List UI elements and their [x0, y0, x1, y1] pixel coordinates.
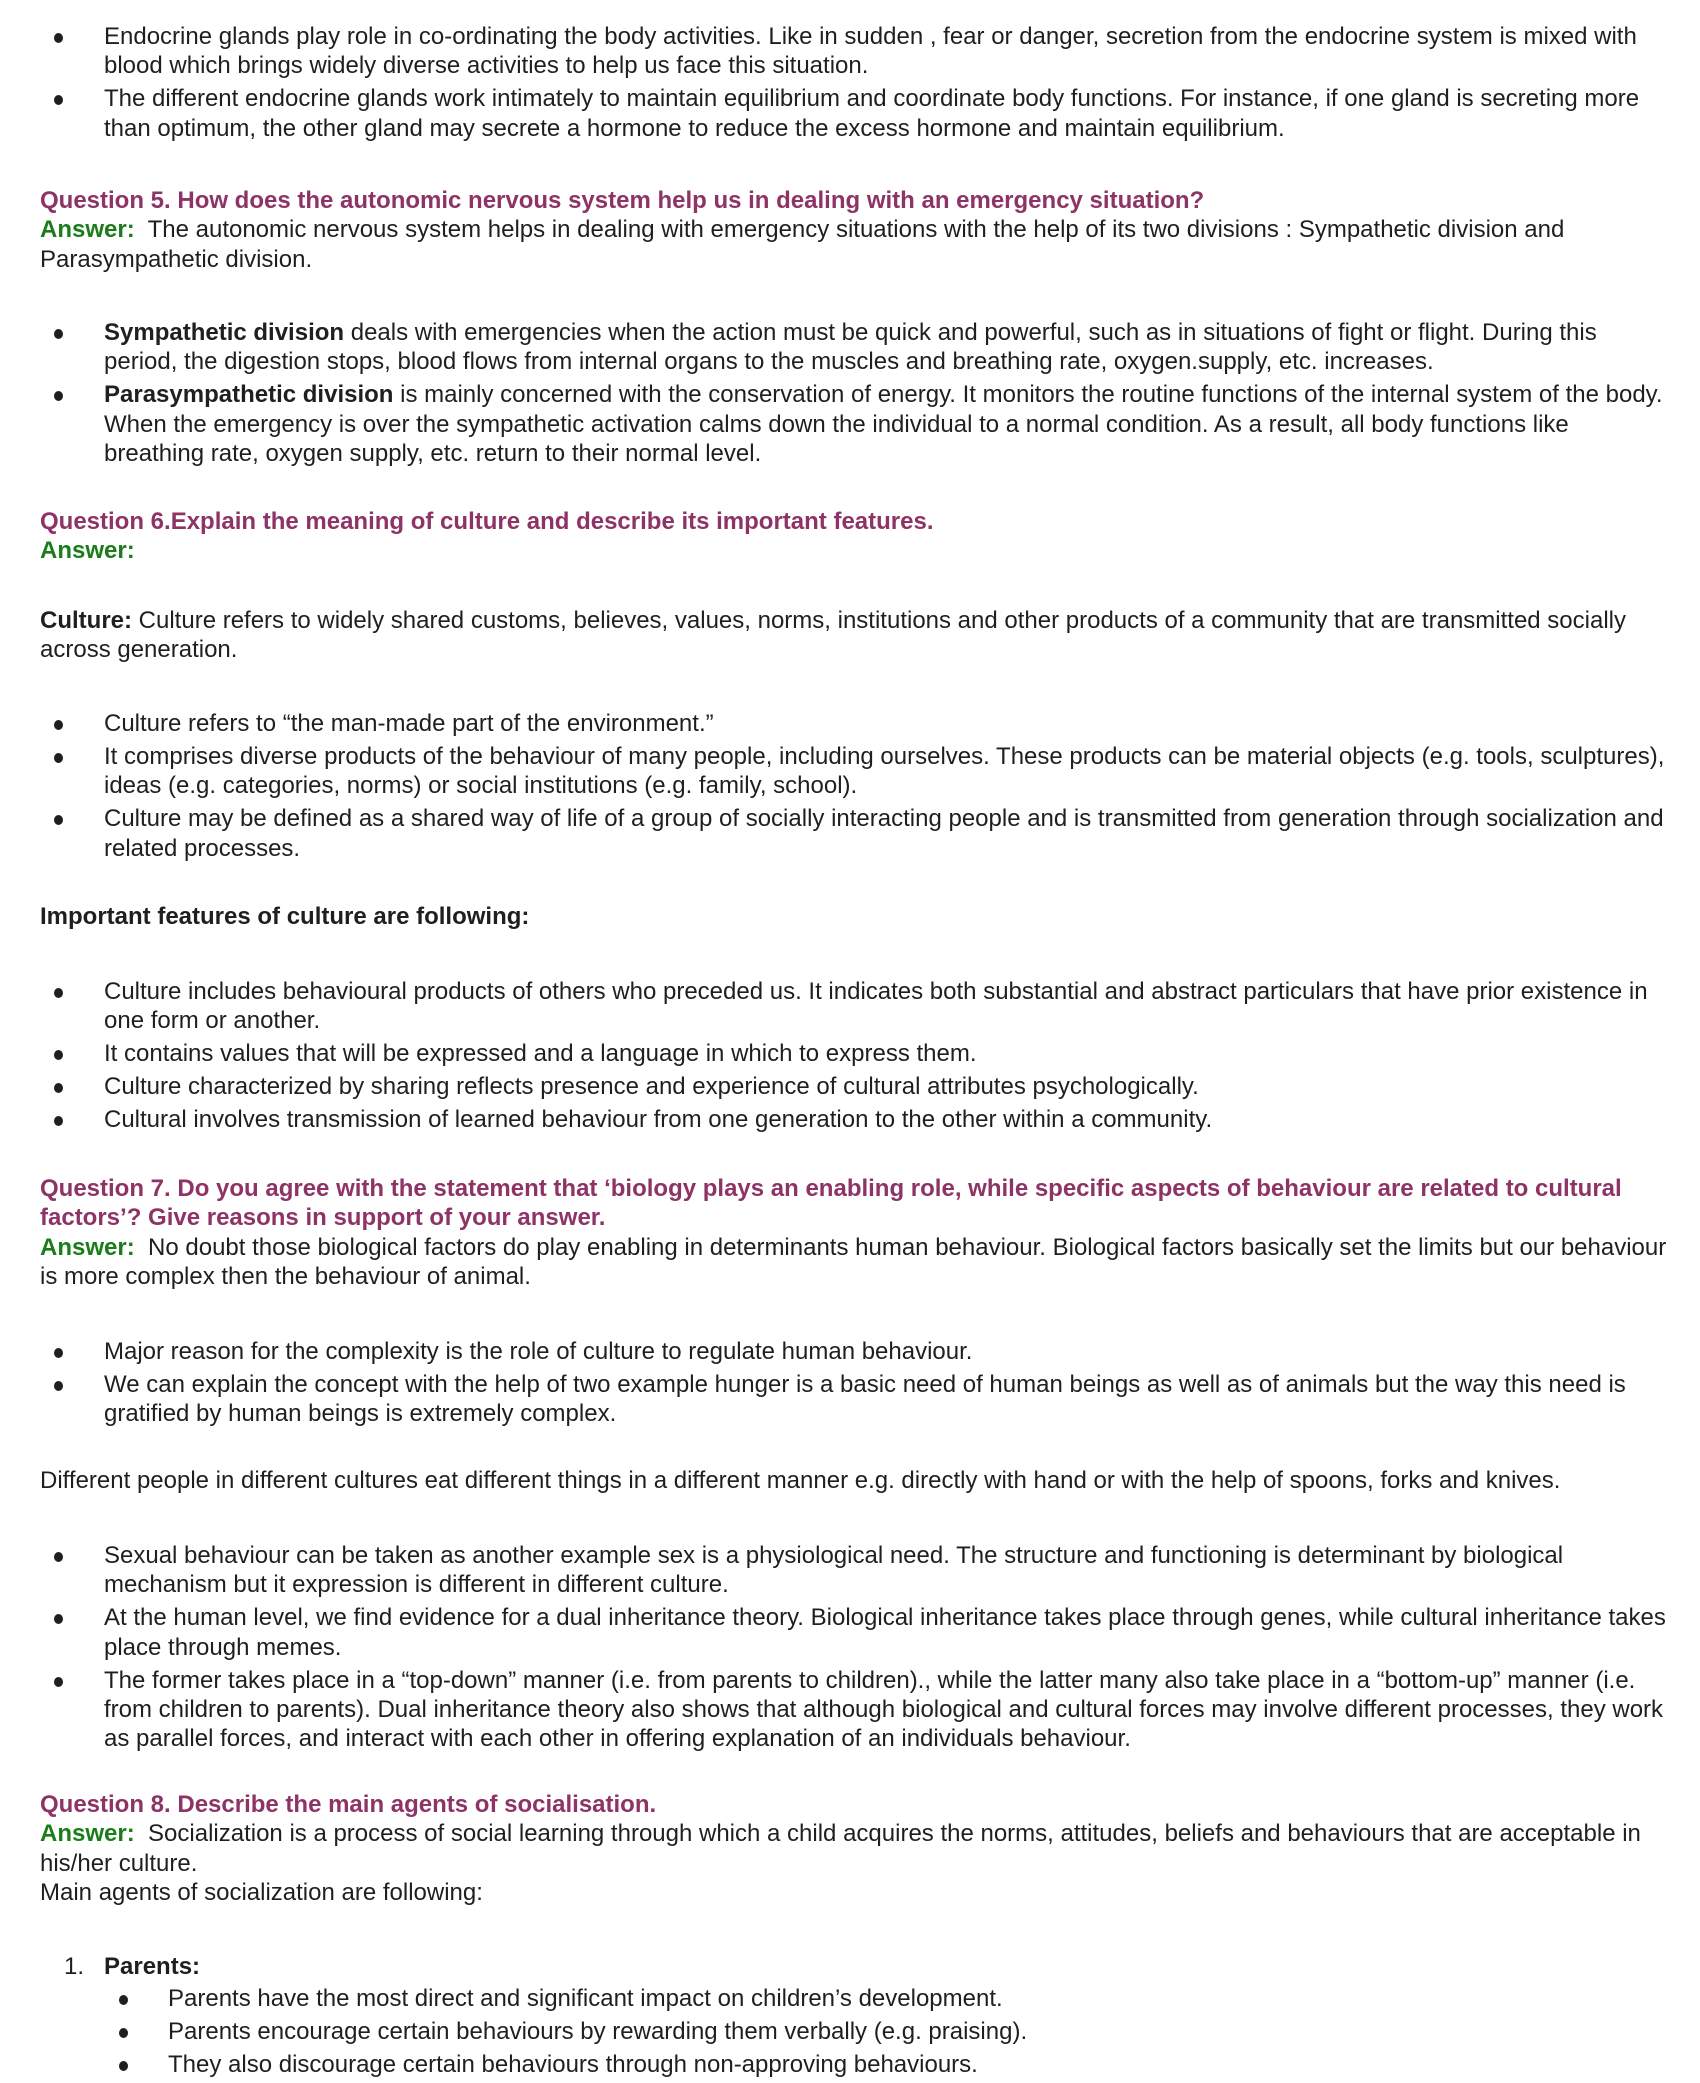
list-item	[40, 380, 1670, 468]
list-item	[40, 2017, 1670, 2046]
list-item	[40, 84, 1670, 143]
list-item	[40, 1039, 1670, 1068]
agents-intro: Main agents of socialization are following:	[40, 1879, 483, 1907]
bullet-icon	[54, 391, 63, 401]
bullet-text: Culture includes behavioural products of others who preceded us. It indicates both substantial and abstract particulars that have prior existence in one form or another.	[104, 978, 1648, 1035]
bullet-text: It contains values that will be expressed and a language in which to express them.	[104, 1040, 977, 1068]
question-7-block	[40, 1174, 1670, 1292]
bullet-term: Sympathetic division	[104, 319, 345, 346]
list-item	[40, 1370, 1670, 1429]
bullet-icon	[54, 815, 63, 825]
question-6-heading: Question 6.Explain the meaning of culture and describe its important features.	[40, 508, 934, 535]
features-heading: Important features of culture are following:	[40, 903, 530, 930]
bullet-text: deals with emergencies when the action must be quick and powerful, such as in situations of fight or flight. During this period, the digestion stops, blood flows from internal organs to the muscles and breathing rate, oxygen.supply, etc. increases.	[104, 319, 1597, 376]
bullet-text: Endocrine glands play role in co-ordinating the body activities. Like in sudden , fear or danger, secretion from the endocrine system is mixed with blood which brings widely diverse activities to help us face this situation.	[104, 23, 1637, 80]
question-5-answer	[40, 215, 1670, 274]
culture-bullets	[40, 709, 1670, 867]
list-item	[40, 318, 1670, 377]
question-8-block	[40, 1790, 1670, 1908]
bullet-text: It comprises diverse products of the behaviour of many people, including ourselves. These products can be material objects (e.g. tools, sculptures), ideas (e.g. categories, norms) or social institutions (e.g. family, school).	[104, 742, 1665, 800]
question-5-heading: Question 5. How does the autonomic nervous system help us in dealing with an emergency situation?	[40, 187, 1205, 214]
list-item	[40, 22, 1670, 81]
culture-definition	[40, 606, 1670, 665]
question-5-block	[40, 186, 1670, 274]
list-item	[40, 1666, 1670, 1754]
bullet-text: At the human level, we find evidence for a dual inheritance theory. Biological inheritance takes place through genes, while cultural inheritance takes place through memes.	[104, 1604, 1666, 1661]
question-7-bullets-a	[40, 1337, 1670, 1432]
bullet-text: Sexual behaviour can be taken as another example sex is a physiological need. The structure and functioning is determinant by biological mechanism but it expression is different in different culture.	[104, 1542, 1564, 1599]
list-item	[40, 1337, 1670, 1366]
bullet-text: Major reason for the complexity is the role of culture to regulate human behaviour.	[104, 1338, 973, 1365]
list-item	[40, 977, 1670, 1036]
bullet-text: Culture may be defined as a shared way of life of a group of socially interacting people and is transmitted from generation through socialization and related processes.	[104, 805, 1664, 862]
bullet-text: Culture characterized by sharing reflects presence and experience of cultural attributes psychologically.	[104, 1073, 1199, 1101]
bullet-icon	[119, 2028, 128, 2038]
question-8-answer	[40, 1819, 1670, 1878]
bullet-icon	[54, 1348, 63, 1358]
bullet-text: They also discourage certain behaviours through non-approving behaviours.	[168, 2051, 978, 2079]
list-item	[40, 1105, 1670, 1134]
bullet-icon	[54, 1050, 63, 1060]
question-8-heading: Question 8. Describe the main agents of socialisation.	[40, 1791, 657, 1818]
bullet-text: is mainly concerned with the conservation of energy. It monitors the routine functions of the internal system of the body. When the emergency is over the sympathetic activation calms down the individual to a normal condition. As a result, all body functions like breathing rate, oxygen supply, etc. return to their normal level.	[104, 381, 1663, 468]
question-7-bullets-b	[40, 1541, 1670, 1757]
question-6-block	[40, 507, 1670, 566]
list-item	[40, 709, 1670, 738]
bullet-icon	[54, 95, 63, 105]
bullet-text: We can explain the concept with the help of two example hunger is a basic need of human beings as well as of animals but the way this need is gratified by human beings is extremely complex.	[104, 1370, 1626, 1428]
question-7-heading: Question 7. Do you agree with the statement that ‘biology plays an enabling role, while specific aspects of behaviour are related to cultural factors’? Give reasons in support of your answer.	[40, 1175, 1622, 1232]
bullet-text: Parents encourage certain behaviours by rewarding them verbally (e.g. praising).	[168, 2018, 1028, 2046]
bullet-icon	[54, 1116, 63, 1126]
list-item	[40, 742, 1670, 801]
bullet-text: The different endocrine glands work intimately to maintain equilibrium and coordinate body functions. For instance, if one gland is secreting more than optimum, the other gland may secrete a hormone to reduce the excess hormone and maintain equilibrium.	[104, 85, 1640, 142]
bullet-text: Culture refers to “the man-made part of the environment.”	[104, 710, 714, 737]
question-7-answer	[40, 1233, 1670, 1292]
features-bullets	[40, 977, 1670, 1138]
bullet-icon	[54, 988, 63, 998]
agents-list	[40, 1952, 1670, 2083]
bullet-icon	[54, 329, 63, 339]
agent-item	[40, 1952, 1670, 1981]
answer-text: Socialization is a process of social learning through which a child acquires the norms, attitudes, beliefs and behaviours that are acceptable in his/her culture.	[40, 1820, 1641, 1877]
question-5-bullets	[40, 318, 1670, 472]
bullet-icon	[54, 753, 63, 763]
bullet-term: Parasympathetic division	[104, 381, 394, 409]
bullet-icon	[119, 2061, 128, 2071]
agent-label: Parents:	[104, 1953, 201, 1980]
answer-text: The autonomic nervous system helps in dealing with emergency situations with the help of its two divisions : Sympathetic division and Parasympathetic division.	[40, 216, 1565, 273]
list-item	[40, 2050, 1670, 2079]
list-item	[40, 1984, 1670, 2013]
bullet-icon	[54, 720, 63, 730]
list-item	[40, 1072, 1670, 1101]
answer-text: No doubt those biological factors do play enabling in determinants human behaviour. Biological factors basically set the limits but our behaviour is more complex then the behaviour of animal.	[40, 1233, 1667, 1291]
bullet-icon	[54, 33, 63, 43]
bullet-icon	[54, 1614, 63, 1624]
bullet-text: Cultural involves transmission of learned behaviour from one generation to the other within a community.	[104, 1106, 1213, 1134]
bullet-icon	[119, 1995, 128, 2005]
answer-label: Answer:	[40, 1233, 135, 1261]
bullet-icon	[54, 1552, 63, 1562]
bullet-icon	[54, 1381, 63, 1391]
culture-term: Culture:	[40, 607, 132, 634]
list-item	[40, 1603, 1670, 1662]
list-item	[40, 804, 1670, 863]
answer-label: Answer:	[40, 1820, 135, 1848]
question-7-paragraph: Different people in different cultures eat different things in a different manner e.g. directly with hand or with the help of spoons, forks and knives.	[40, 1467, 1561, 1494]
culture-text: Culture refers to widely shared customs, believes, values, norms, institutions and other products of a community that are transmitted socially across generation.	[40, 607, 1626, 664]
intro-bullets	[40, 22, 1670, 147]
bullet-text: The former takes place in a “top-down” manner (i.e. from parents to children)., while the latter many also take place in a “bottom-up” manner (i.e. from children to parents). Dual inheritance theory also shows that although biological and cultural forces may involve different processes, they work as parallel forces, and interact with each other in offering explanation of an individuals behaviour.	[104, 1666, 1664, 1753]
answer-label: Answer:	[40, 216, 135, 244]
bullet-icon	[54, 1083, 63, 1093]
list-item	[40, 1541, 1670, 1600]
answer-label: Answer:	[40, 537, 135, 565]
agent-number: 1.	[64, 1953, 85, 1980]
bullet-text: Parents have the most direct and significant impact on children’s development.	[168, 1985, 1003, 2013]
bullet-icon	[54, 1677, 63, 1687]
